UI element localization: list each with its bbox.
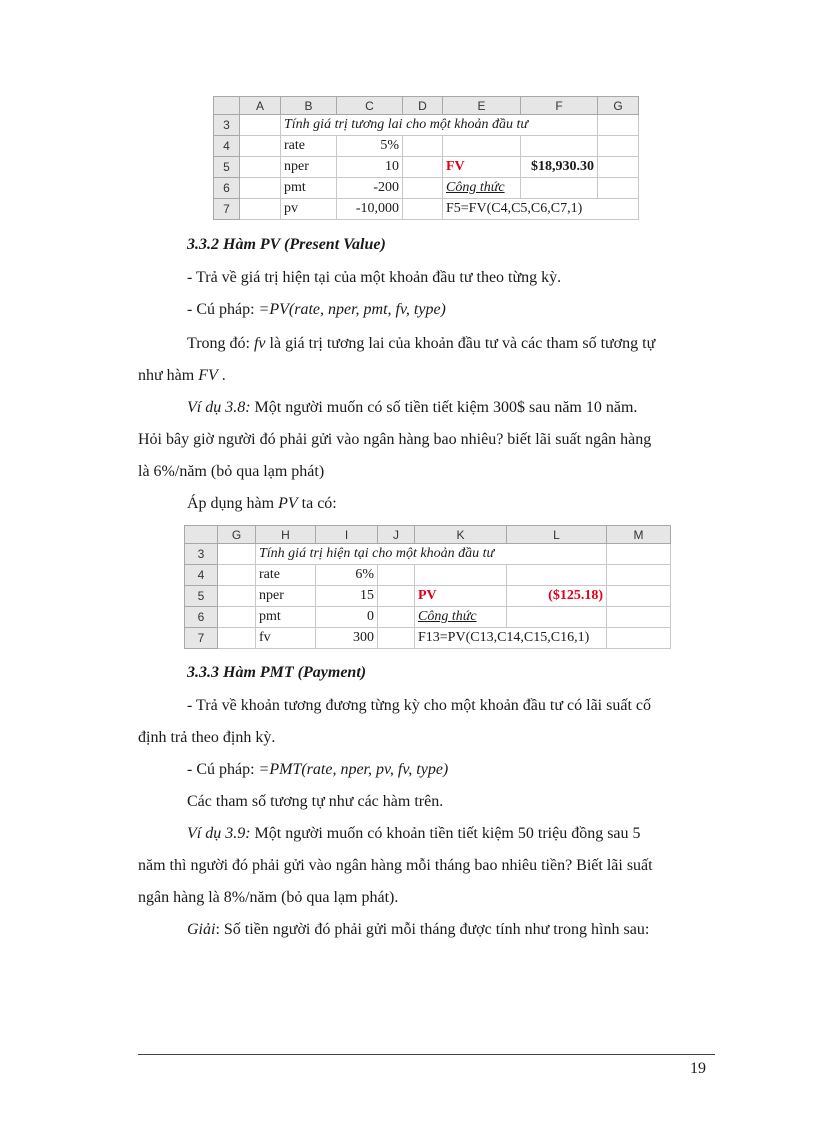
- label-cell: rate: [256, 565, 316, 586]
- cell: [240, 136, 281, 157]
- corner-cell: [214, 97, 240, 115]
- table-row: [185, 565, 671, 586]
- spreadsheet-pv-example: [184, 525, 671, 649]
- cell: [403, 157, 443, 178]
- value-cell: 6%: [316, 565, 378, 586]
- example-text: Một người muốn có khoản tiền tiết kiệm 50 triệu đồng sau 5: [250, 825, 641, 842]
- column-header: M: [607, 526, 671, 544]
- label-cell: nper: [281, 157, 337, 178]
- column-header: E: [443, 97, 521, 115]
- cell: [240, 178, 281, 199]
- label-cell: pmt: [281, 178, 337, 199]
- apply-suffix: ta có:: [297, 495, 337, 512]
- label-cell: pv: [281, 199, 337, 220]
- table-row: [214, 115, 639, 136]
- example-3-8-line-3: là 6%/năm (bỏ qua lạm phát): [138, 463, 325, 480]
- where-rest: là giá trị tương lai của khoản đầu tư và các tham số tương tự: [265, 335, 656, 352]
- cell: [607, 544, 671, 565]
- pmt-syntax-line: [187, 760, 448, 780]
- table-row: [185, 607, 671, 628]
- pmt-description-line-2: định trả theo định kỳ.: [138, 729, 276, 746]
- pv-result-cell: ($125.18): [507, 586, 607, 607]
- solution-label: Giải: [187, 921, 216, 938]
- column-header: G: [218, 526, 256, 544]
- label-cell: pmt: [256, 607, 316, 628]
- column-header: L: [507, 526, 607, 544]
- row-header: 3: [214, 115, 240, 136]
- column-header: F: [521, 97, 598, 115]
- table-row: [214, 178, 639, 199]
- cell: [218, 628, 256, 649]
- formula-cell: F5=FV(C4,C5,C6,C7,1): [443, 199, 639, 220]
- example-label: Ví dụ 3.9:: [187, 825, 251, 842]
- cell: [403, 199, 443, 220]
- apply-pv-line: [187, 494, 337, 514]
- column-header: H: [256, 526, 316, 544]
- label-cell: nper: [256, 586, 316, 607]
- cell: [240, 115, 281, 136]
- row-header: 5: [185, 586, 218, 607]
- cell: [378, 565, 415, 586]
- apply-prefix: Áp dụng hàm: [187, 495, 279, 512]
- row-header: 7: [185, 628, 218, 649]
- apply-var: PV: [278, 495, 298, 512]
- cell: [240, 199, 281, 220]
- pv-description: - Trả về giá trị hiện tại của một khoản đầu tư theo từng kỳ.: [187, 269, 562, 286]
- section-heading-pv: 3.3.2 Hàm PV (Present Value): [187, 236, 386, 253]
- cell: [607, 607, 671, 628]
- row-header: 7: [214, 199, 240, 220]
- pmt-description-line-1: - Trả về khoản tương đương từng kỳ cho một khoản đầu tư có lãi suất cố: [187, 697, 651, 714]
- example-3-9-line-2: năm thì người đó phải gửi vào ngân hàng mỗi tháng bao nhiêu tiền? Biết lãi suất: [138, 857, 653, 874]
- column-header: G: [598, 97, 639, 115]
- value-cell: -10,000: [337, 199, 403, 220]
- column-header: A: [240, 97, 281, 115]
- where-line2-suffix: .: [217, 367, 226, 384]
- syntax-prefix: - Cú pháp:: [187, 301, 259, 318]
- cell: [218, 565, 256, 586]
- fv-result-cell: $18,930.30: [521, 157, 598, 178]
- example-text: Một người muốn có số tiền tiết kiệm 300$ sau năm 10 năm.: [250, 399, 638, 416]
- label-cell: rate: [281, 136, 337, 157]
- column-header: C: [337, 97, 403, 115]
- column-header: J: [378, 526, 415, 544]
- formula-caption-cell: Công thức: [415, 607, 507, 628]
- syntax-prefix: - Cú pháp:: [187, 761, 259, 778]
- value-cell: 0: [316, 607, 378, 628]
- column-header: K: [415, 526, 507, 544]
- where-var: fv: [253, 335, 266, 352]
- table-row: [185, 544, 671, 565]
- cell: [598, 136, 639, 157]
- pv-where-line-2: [138, 366, 226, 386]
- column-header: D: [403, 97, 443, 115]
- cell: [598, 178, 639, 199]
- cell: [607, 628, 671, 649]
- solution-line: [187, 920, 649, 940]
- where-prefix: Trong đó:: [187, 335, 254, 352]
- sheet-title: Tính giá trị hiện tại cho một khoản đầu tư: [256, 544, 607, 565]
- example-3-8-line-2: Hỏi bây giờ người đó phải gửi vào ngân hàng bao nhiêu? biết lãi suất ngân hàng: [138, 431, 652, 448]
- cell: [443, 136, 521, 157]
- cell: [378, 607, 415, 628]
- page-number: 19: [690, 1060, 706, 1077]
- cell: [521, 178, 598, 199]
- where-line2-prefix: như hàm: [138, 367, 199, 384]
- example-3-9-line-3: ngân hàng là 8%/năm (bỏ qua lạm phát).: [138, 889, 399, 906]
- example-label: Ví dụ 3.8:: [187, 399, 251, 416]
- pmt-params: Các tham số tương tự như các hàm trên.: [187, 793, 444, 810]
- label-cell: fv: [256, 628, 316, 649]
- cell: [378, 628, 415, 649]
- row-header: 6: [185, 607, 218, 628]
- footer-divider: [138, 1054, 715, 1055]
- example-3-9-line-1: [187, 824, 641, 844]
- section-heading-pmt: 3.3.3 Hàm PMT (Payment): [187, 664, 367, 681]
- value-cell: 300: [316, 628, 378, 649]
- table-row: [214, 199, 639, 220]
- cell: [521, 136, 598, 157]
- column-header-row: [185, 526, 671, 544]
- cell: [218, 607, 256, 628]
- column-header: I: [316, 526, 378, 544]
- column-header: B: [281, 97, 337, 115]
- cell: [607, 565, 671, 586]
- row-header: 5: [214, 157, 240, 178]
- table-row: [185, 586, 671, 607]
- value-cell: 5%: [337, 136, 403, 157]
- value-cell: 10: [337, 157, 403, 178]
- cell: [598, 157, 639, 178]
- row-header: 4: [185, 565, 218, 586]
- value-cell: -200: [337, 178, 403, 199]
- row-header: 3: [185, 544, 218, 565]
- cell: [218, 586, 256, 607]
- formula-cell: F13=PV(C13,C14,C15,C16,1): [415, 628, 607, 649]
- value-cell: 15: [316, 586, 378, 607]
- cell: [240, 157, 281, 178]
- pv-label-cell: PV: [415, 586, 507, 607]
- table-row: [185, 628, 671, 649]
- pv-syntax: =PV(rate, nper, pmt, fv, type): [258, 301, 446, 318]
- cell: [598, 115, 639, 136]
- pv-where-line: [187, 334, 655, 354]
- spreadsheet-fv-example: [213, 96, 639, 220]
- formula-caption-cell: Công thức: [443, 178, 521, 199]
- cell: [218, 544, 256, 565]
- cell: [507, 607, 607, 628]
- fv-label-cell: FV: [443, 157, 521, 178]
- cell: [378, 586, 415, 607]
- table-row: [214, 136, 639, 157]
- sheet-title: Tính giá trị tương lai cho một khoản đầu tư: [281, 115, 598, 136]
- cell: [415, 565, 507, 586]
- column-header-row: [214, 97, 639, 115]
- cell: [507, 565, 607, 586]
- cell: [403, 178, 443, 199]
- pmt-syntax: =PMT(rate, nper, pv, fv, type): [258, 761, 449, 778]
- pv-syntax-line: [187, 300, 446, 320]
- cell: [403, 136, 443, 157]
- table-row: [214, 157, 639, 178]
- row-header: 6: [214, 178, 240, 199]
- where-line2-var: FV: [198, 367, 218, 384]
- example-3-8-line-1: [187, 398, 637, 418]
- corner-cell: [185, 526, 218, 544]
- row-header: 4: [214, 136, 240, 157]
- cell: [607, 586, 671, 607]
- solution-text: : Số tiền người đó phải gửi mỗi tháng được tính như trong hình sau:: [215, 921, 650, 938]
